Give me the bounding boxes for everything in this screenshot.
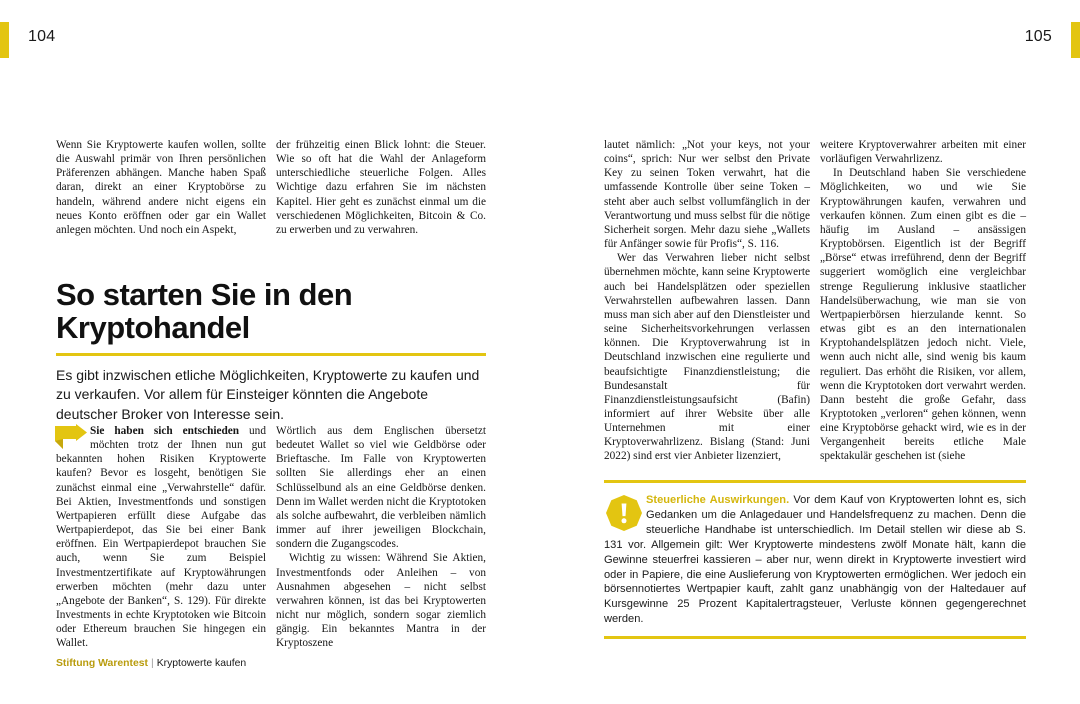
headline-deck: Es gibt inzwischen etliche Möglichkeiten, Kryptowerte zu kaufen und zu verkaufen. Vor allem für Einsteiger könnten die Angebote deutscher Broker von Interesse sein.: [56, 366, 480, 422]
arrow-right-banner-icon: [55, 424, 89, 450]
footer: [56, 658, 246, 669]
body-column-3: [604, 138, 810, 464]
headline-block: [56, 278, 486, 424]
lead-runin: Sie haben sich entschieden: [90, 425, 240, 437]
intro-paragraph-1: Wenn Sie Kryptowerte kaufen wollen, sollte die Auswahl primär von Ihren persönlichen Präferenzen abhängen. Manche haben Spaß daran, direkt an einer Kryptobörse zu handeln, während andere nicht eigens ein neues Konto eröffnen oder gar ein Wallet anlegen möchten. Und noch ein Aspekt,: [56, 139, 266, 236]
body-paragraph-verwahrlizenz: weitere Kryptoverwahrer arbeiten mit einer vorläufigen Verwahrlizenz.: [820, 139, 1026, 166]
body-paragraph-lead: [56, 424, 266, 651]
info-box-body: [604, 483, 1026, 630]
body-column-1: [56, 424, 266, 651]
lead-rest: und möchten trotz der Ihnen nun gut bekannten hohen Risiken Kryptowerte kaufen? Bevor es losgeht, benötigen Sie zunächst einmal eine „Verwahrstelle“ dafür. Bei Aktien, Investmentfonds und sonstigen Wertpapieren erfüllt diese Aufgabe das Wertpapierdepot, das Sie bei einer Bank eröffnen. Ein Wertpapierdepot brauchen Sie auch, wenn Sie zum Beispiel Investmentzertifikate auf Kryptowährungen erwerben möchten (mehr dazu unter „Angebote der Banken“, S. 129). Für direkte Investments in echte Kryptotoken wie Bitcoin oder Ethereum brauchen Sie hingegen ein Wallet.: [56, 425, 266, 650]
page-title: So starten Sie in den Kryptohandel: [56, 277, 353, 345]
body-column-4: [820, 138, 1026, 464]
body-paragraph-wallet: Wörtlich aus dem Englischen übersetzt bedeutet Wallet so viel wie Geldbörse oder Brieftasche. Im Falle von Kryptowerten sollten Sie allerdings eher an einen Schlüsselbund als an eine Geldbörse denken. Denn im Wallet werden nicht die Kryptotoken als solche aufbewahrt, die verbleiben nämlich immer auf ihrer jeweiligen Blockchain, sondern die Zugangscodes.: [276, 425, 486, 551]
body-column-2: [276, 424, 486, 651]
intro-paragraph-2: der frühzeitig einen Blick lohnt: die Steuer. Wie so oft hat die Wahl der Anlageform unterschiedliche steuerliche Folgen. Alles Wichtige dazu erfahren Sie im nächsten Kapitel. Hier geht es zunächst einmal um die verschiedenen Möglichkeiten, Bitcoin & Co. zu erwerben und zu verwahren.: [276, 139, 486, 236]
intro-column-2: [276, 138, 486, 237]
body-paragraph-deutschland: In Deutschland haben Sie verschiedene Möglichkeiten, wo und wie Sie Kryptowährungen kaufen, verwahren und verkaufen können. Zum einen gibt es die – häufig im Ausland – ansässigen Kryptobörsen. Eigentlich ist der Begriff „Börse“ etwas irreführend, denn der Begriff suggeriert womöglich eine vergleichbar strenge Regulierung inklusive staatlicher Handelsüberwachung, wie man sie von Wertpapierbörsen hierzulande kennt. So etwas gibt es an den internationalen Kryptohandelsplätzen jedoch nicht. Viele, wenn auch nicht alle, sind wenig bis kaum reguliert. Das erhöht die Risiken, vor allem, wenn die Kryptotoken dort verwahrt werden. Dann besteht die große Gefahr, dass Kryptotoken „verloren“ gehen können, wenn eine Kryptobörse gehackt wird, wie es in der Vergangenheit bereits etliche Male spektakulär geschehen ist (siehe: [820, 167, 1026, 463]
page-number-left: 104: [28, 28, 56, 45]
body-paragraph-verwahren: Wer das Verwahren lieber nicht selbst übernehmen möchte, kann seine Kryptowerte auch bei Handelsplätzen oder speziellen Verwahrstellen aufbewahren lassen. Dann muss man sich aber auf den Dienstleister und seine Sicherheitsvorkehrungen verlassen können. Die Kryptoverwahrung ist in Deutschland inzwischen eine regulierte und beaufsichtigte Finanzdienstleistung; die Bundesanstalt für Finanzdienstleistungsaufsicht (Bafin) informiert auf ihrer Website über alle Unternehmen mit einer Kryptoverwahrlizenz. Bislang (Stand: Juni 2022) sind erst vier Anbieter lizenziert,: [604, 252, 810, 463]
page-edge-bar-left: [0, 22, 9, 58]
info-box-bottom-divider: [604, 636, 1026, 639]
page-number-right: 105: [1024, 28, 1052, 45]
headline-divider: [56, 353, 486, 356]
info-box-text: Vor dem Kauf von Kryptowerten lohnt es, sich Gedanken um die Anlagedauer und Handelsfrequenz zu machen. Denn die steuerliche Handhabe ist unterschiedlich. Im Detail stellen wir diese ab S. 131 vor. Allgemein gilt: Wer Kryptowerte mindestens zwölf Monate hält, kann die Gewinne steuerfrei kassieren – aber nur, wenn direkt in Kryptowerte investiert wird oder in Papiere, die eine Auslieferung von Kryptowerten ermöglichen. Wer jedoch ein börsennotiertes Wertpapier kauft, zahlt ganz unabhängig von der Haltedauer auf Kursgewinne 25 Prozent Kapitalertragsteuer, Verluste können gegengerechnet werden.: [604, 494, 1026, 626]
body-paragraph-wichtig: Wichtig zu wissen: Während Sie Aktien, Investmentfonds oder Anleihen – von Ausnahmen abgesehen – nicht selbst verwahren können, ist das bei Kryptowerten nicht nur möglich, sondern sogar ziemlich gängig. Ein bekanntes Mantra in der Kryptoszene: [276, 552, 486, 650]
page-edge-bar-right: [1071, 22, 1080, 58]
footer-separator: |: [150, 658, 154, 669]
info-box: [604, 480, 1026, 639]
footer-brand: Stiftung Warentest: [56, 658, 148, 669]
exclamation-mark-icon: [604, 493, 644, 534]
intro-column-1: [56, 138, 266, 237]
body-paragraph-keys: lautet nämlich: „Not your keys, not your coins“, sprich: Nur wer selbst den Private Key zu seinen Token verwahrt, hat die umfassende Kontrolle über seine Token – steht aber auch selbst vollumfänglich in der Verantwortung und muss selbst für die nötige Sicherheit sorgen. Mehr dazu siehe „Wallets für Anfänger sowie für Profis“, S. 116.: [604, 139, 810, 251]
footer-section: Kryptowerte kaufen: [156, 658, 247, 669]
info-box-title: Steuerliche Auswirkungen.: [646, 494, 790, 506]
